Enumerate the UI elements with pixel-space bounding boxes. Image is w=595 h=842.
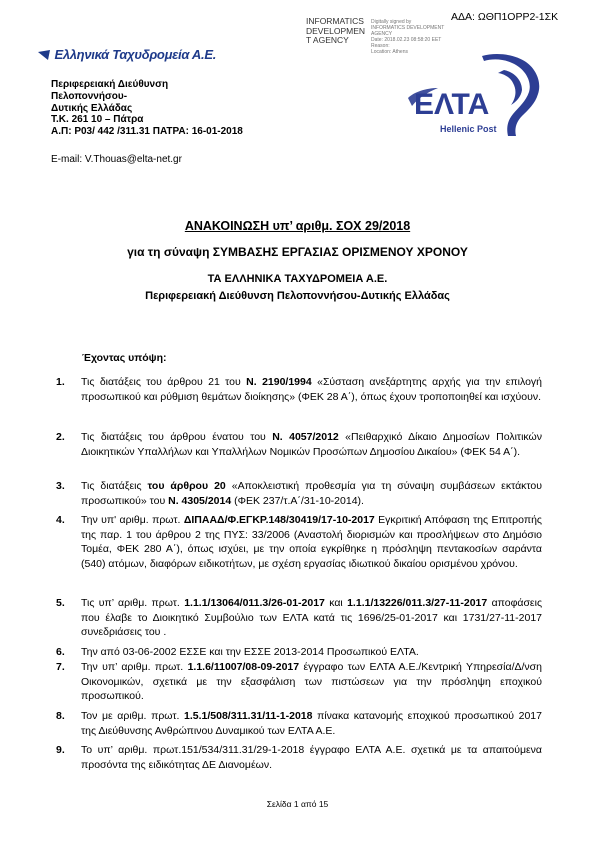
item-number: 1. — [56, 376, 65, 388]
address-line: Πελοποννήσου- — [51, 90, 128, 102]
list-item: 5. Τις υπ’ αριθμ. πρωτ. 1.1.1/13064/011.3/26-01-2017 και 1.1.1/13226/011.3/27-11-2017 αποφάσεις που έλαβε το Διοικητικό Συμβούλιο των ΕΛΤΑ κατά τις 1696/25-01-2017 και 1731/27-11-2017 συνεδριάσεις του . — [56, 597, 543, 639]
organization-name: ΤΑ ΕΛΛΗΝΙΚΑ ΤΑΧΥΔΡΟΜΕΙΑ Α.Ε. — [207, 273, 388, 285]
item-number: 7. — [56, 661, 65, 673]
list-item: 9. Το υπ’ αριθμ. πρωτ.151/534/311.31/29-1-2018 έγγραφο ΕΛΤΑ Α.Ε. σχετικά με τα απαιτούμενα προσόντα της ειδικότητας ΔΕ Διανομέων. — [56, 744, 542, 771]
considering-heading: Έχοντας υπόψη: — [82, 352, 167, 364]
brand-logo — [38, 46, 216, 64]
email-address[interactable]: E-mail: V.Thouas@elta-net.gr — [51, 154, 182, 165]
announcement-title: ΑΝΑΚΟΙΝΩΣΗ υπ’ αριθμ. ΣΟΧ 29/2018 — [184, 219, 411, 233]
item-number: 5. — [56, 597, 65, 609]
item-number: 9. — [56, 744, 65, 756]
elta-logo — [404, 52, 544, 140]
signature-org: INFORMATICS DEVELOPMEN T AGENCY — [306, 16, 366, 46]
elta-subtitle: Hellenic Post — [440, 124, 497, 134]
reference-line: Α.Π: Ρ03/ 442 /311.31 ΠΑΤΡΑ: 16-01-2018 — [51, 126, 243, 138]
address-line: Δυτικής Ελλάδας — [51, 102, 133, 114]
item-number: 2. — [56, 431, 65, 443]
address-line: Περιφερειακή Διεύθυνση — [51, 79, 169, 90]
signature-details: Digitally signed by INFORMATICS DEVELOPMENT AGENCY Date: 2018.02.23 08:58:20 EET Reason: Location: Athens — [371, 19, 445, 55]
organization-division: Περιφερειακή Διεύθυνση Πελοποννήσου-Δυτικής Ελλάδας — [145, 290, 450, 302]
item-number: 6. — [56, 646, 65, 658]
item-number: 3. — [56, 480, 65, 492]
ada-code: ΑΔΑ: ΩΘΠ1ΟΡΡ2-1ΣΚ — [451, 11, 559, 23]
list-item: 7. Την υπ’ αριθμ. πρωτ. 1.1.6/11007/08-09-2017 έγγραφο των ΕΛΤΑ Α.Ε./Κεντρική Υπηρεσία/Δ/νση Οικονομικών, σχετικά με την εξασφάλιση των πιστώσεων για την πρόσληψη εποχικού προσωπικού. — [56, 661, 542, 703]
address-line: Τ.Κ. 261 10 – Πάτρα — [51, 114, 144, 126]
list-item: 3. Τις διατάξεις του άρθρου 20 «Αποκλειστική προθεσμία για τη σύναψη συμβάσεων εκτάκτου προσωπικού» του Ν. 4305/2014 (ΦΕΚ 237/τ.Α΄/31-10-2014). — [56, 480, 542, 507]
list-item: 8. Τον με αριθμ. πρωτ. 1.5.1/508/311.31/11-1-2018 πίνακα κατανομής εποχικού προσωπικού 2017 της Διεύθυνσης Ανθρώπινου Δυναμικού των ΕΛΤΑ Α.Ε. — [56, 710, 542, 737]
list-item: 1. Τις διατάξεις του άρθρου 21 του Ν. 2190/1994 «Σύσταση ανεξάρτητης αρχής για την επιλογή προσωπικού και ρύθμιση θεμάτων διοίκησης» (ΦΕΚ 28 Α΄), όπως έχουν τροποποιηθεί και ισχύουν. — [56, 376, 542, 403]
elta-wordmark: ΕΛΤΑ — [414, 88, 490, 121]
brand-name: Ελληνικά Ταχυδρομεία Α.Ε. — [54, 47, 217, 62]
list-item: 2. Τις διατάξεις του άρθρου ένατου του Ν. 4057/2012 «Πειθαρχικό Δίκαιο Δημοσίων Πολιτικών Διοικητικών Υπαλλήλων και Υπαλλήλων Νομικών Προσώπων Δημοσίου Δικαίου» (ΦΕΚ 54 Α΄). — [56, 431, 542, 458]
announcement-subtitle: για τη σύναψη ΣΥΜΒΑΣΗΣ ΕΡΓΑΣΙΑΣ ΟΡΙΣΜΕΝΟΥ ΧΡΟΝΟΥ — [127, 245, 468, 259]
address-block — [51, 79, 243, 138]
item-number: 4. — [56, 514, 65, 526]
page-number: Σελίδα 1 από 15 — [266, 799, 329, 809]
envelope-icon — [38, 50, 50, 60]
list-item: 4. Την υπ' αριθμ. πρωτ. ΔΙΠΑΑΔ/Φ.ΕΓΚΡ.148/30419/17-10-2017 Εγκριτική Απόφαση της Επιτροπής της παρ. 1 του άρθρου 2 της ΠΥΣ: 33/2006 (Αναστολή διορισμών και προσλήψεων στο Δημόσιο Τομέα, ΦΕΚ 280 Α΄), όπως ισχύει, με την οποία εγκρίθηκε η πρόσληψη πεντακοσίων σαράντα (540) ατόμων, διαφόρων ειδικοτήτων, με σχέση εργασίας ιδιωτικού δικαίου ορισμένου χρόνου. — [56, 514, 542, 571]
item-number: 8. — [56, 710, 65, 722]
list-item: 6. Την από 03-06-2002 ΕΣΣΕ και την ΕΣΣΕ 2013-2014 Προσωπικού ΕΛΤΑ. — [56, 646, 419, 658]
